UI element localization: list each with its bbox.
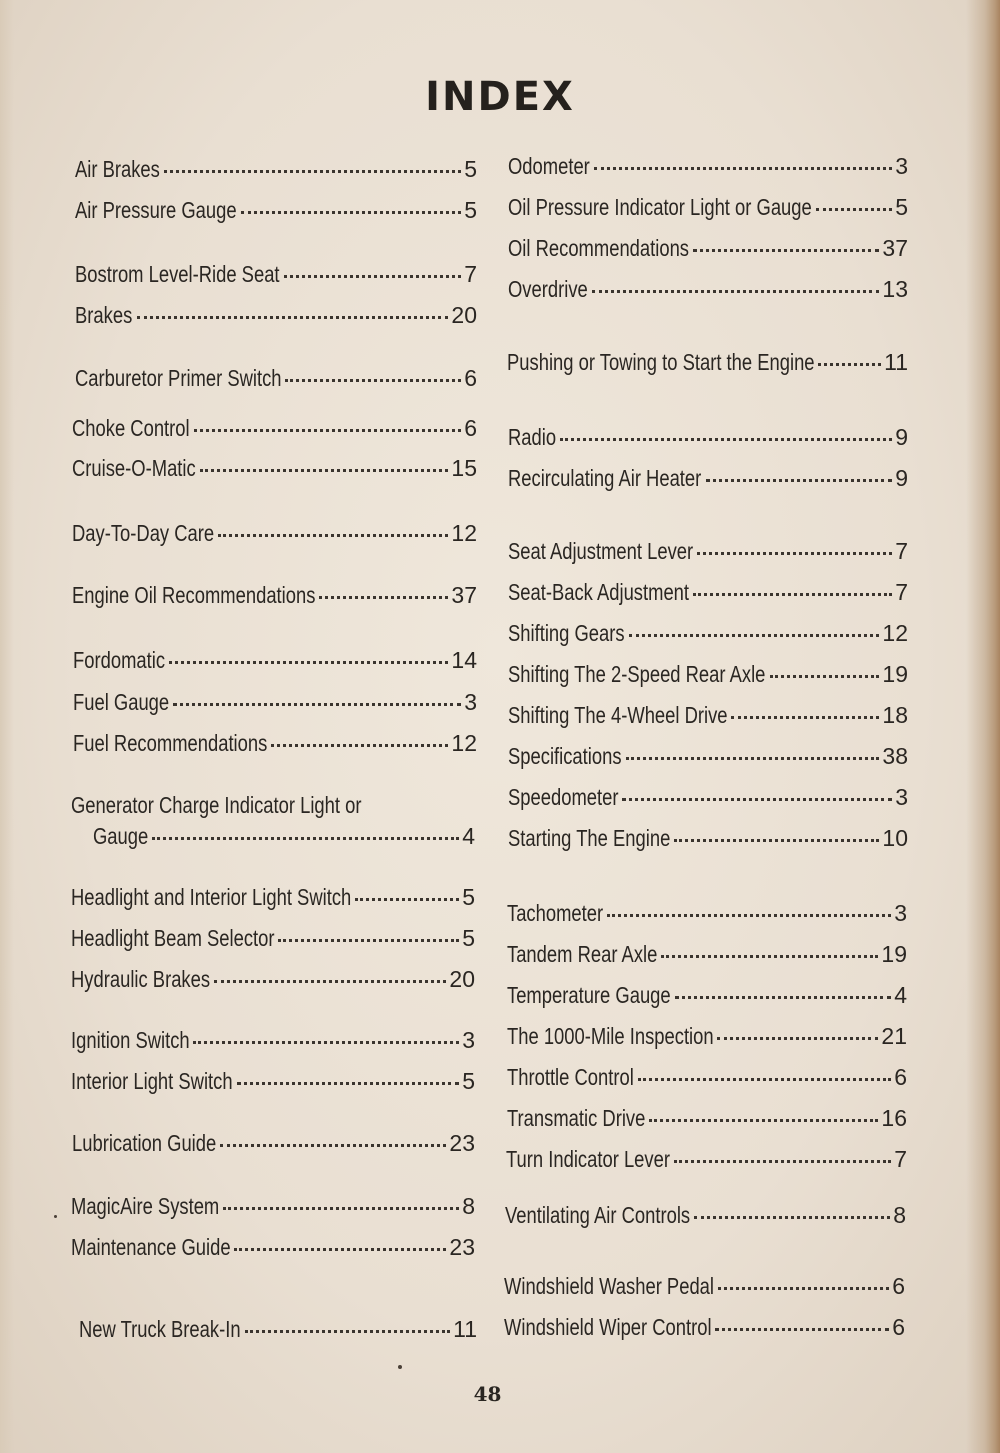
index-entry: [75, 196, 477, 224]
dot-leader: [223, 1207, 459, 1210]
index-entry-label: Engine Oil Recommendations: [72, 582, 316, 608]
index-entry-label: Headlight and Interior Light Switch: [71, 884, 352, 910]
index-entry: [508, 701, 908, 729]
index-entry: [72, 1129, 475, 1157]
index-entry: [504, 1272, 905, 1300]
index-entry: [75, 364, 477, 392]
index-entry: [75, 301, 477, 329]
index-entry: [504, 1313, 905, 1341]
index-entry-label: Interior Light Switch: [71, 1068, 233, 1094]
dot-leader: [694, 1216, 890, 1219]
index-entry-label: MagicAire System: [71, 1193, 220, 1219]
dot-leader: [816, 208, 892, 211]
index-entry-label: Pushing or Towing to Start the Engine: [507, 349, 815, 375]
index-entry-page: 5: [464, 197, 477, 223]
index-entry-label: Windshield Wiper Control: [504, 1314, 712, 1340]
index-entry-label: Transmatic Drive: [507, 1105, 646, 1131]
index-entry-label: Gauge: [93, 823, 149, 849]
index-entry-label: Seat Adjustment Lever: [508, 538, 694, 564]
dot-leader: [194, 429, 462, 432]
index-entry: [507, 348, 908, 376]
dot-leader: [693, 593, 892, 596]
dot-leader: [718, 1287, 889, 1290]
index-entry-page: 4: [462, 823, 475, 849]
index-entry-label: Fordomatic: [73, 647, 166, 673]
index-entry-label: Turn Indicator Lever: [506, 1146, 670, 1172]
dot-leader: [284, 275, 461, 278]
index-entry: [508, 464, 908, 492]
dot-leader: [649, 1119, 878, 1122]
index-entry-page: 5: [462, 925, 475, 951]
index-entry-label: Fuel Recommendations: [73, 730, 268, 756]
index-entry-label: Bostrom Level-Ride Seat: [75, 261, 280, 287]
index-entry-label: Air Pressure Gauge: [75, 197, 237, 223]
dot-leader: [697, 552, 892, 555]
dot-leader: [629, 634, 880, 637]
dot-leader: [164, 170, 461, 173]
index-entry-label: Radio: [508, 424, 557, 450]
dot-leader: [661, 955, 878, 958]
index-entry-page: 9: [895, 424, 908, 450]
dot-leader: [218, 534, 448, 537]
index-entry-page: 3: [894, 900, 907, 926]
dot-leader: [234, 1248, 446, 1251]
index-entry-page: 7: [895, 579, 908, 605]
index-entry-page: 21: [881, 1023, 907, 1049]
index-entry-page: 15: [451, 455, 477, 481]
dot-leader: [717, 1037, 878, 1040]
index-entry: [71, 883, 475, 911]
index-entry-page: 8: [462, 1193, 475, 1219]
dot-leader: [607, 914, 891, 917]
index-entry-page: 37: [451, 582, 477, 608]
index-entry-page: 3: [895, 784, 908, 810]
dot-leader: [818, 363, 881, 366]
dot-leader: [214, 980, 446, 983]
index-entry-label: Cruise-O-Matic: [72, 455, 196, 481]
index-entry-label: Air Brakes: [75, 156, 160, 182]
page-title: INDEX: [425, 74, 575, 120]
index-entry: [72, 454, 477, 482]
index-entry-page: 13: [882, 276, 908, 302]
index-entry-label: Temperature Gauge: [507, 982, 671, 1008]
index-entry: [71, 924, 475, 952]
index-entry: [508, 275, 908, 303]
index-entry-page: 37: [882, 235, 908, 261]
index-entry-page: 8: [893, 1202, 906, 1228]
dot-leader: [220, 1144, 446, 1147]
index-entry-label: Maintenance Guide: [71, 1234, 231, 1260]
index-entry-page: 5: [462, 1068, 475, 1094]
dot-leader: [674, 839, 879, 842]
index-entry: [507, 1063, 907, 1091]
dot-leader: [594, 167, 893, 170]
index-entry-page: 6: [464, 365, 477, 391]
index-entry: [508, 824, 908, 852]
index-entry-label: Starting The Engine: [508, 825, 671, 851]
index-entry: [72, 581, 477, 609]
index-entry: [508, 193, 908, 221]
index-entry-page: 10: [882, 825, 908, 851]
dot-leader: [355, 898, 459, 901]
index-entry: [507, 899, 907, 927]
index-entry-label: Shifting Gears: [508, 620, 625, 646]
index-entry-page: 14: [451, 647, 477, 673]
index-entry-page: 16: [881, 1105, 907, 1131]
page-left-edge: [0, 0, 14, 1453]
dot-leader: [241, 211, 462, 214]
dot-leader: [319, 596, 448, 599]
index-entry: [71, 1067, 475, 1095]
dot-leader: [770, 675, 880, 678]
dot-leader: [560, 438, 892, 441]
dot-leader: [152, 837, 459, 840]
index-entry-label: Odometer: [508, 153, 590, 179]
index-entry-page: 23: [449, 1130, 475, 1156]
dot-leader: [706, 479, 893, 482]
index-entry-page: 19: [882, 661, 908, 687]
index-entry: [508, 234, 908, 262]
index-entry-label: Oil Recommendations: [508, 235, 690, 261]
dot-leader: [674, 1160, 891, 1163]
index-entry-label: Ignition Switch: [71, 1027, 190, 1053]
index-entry: [71, 1192, 475, 1220]
index-entry: [507, 1104, 907, 1132]
index-entry-page: 6: [464, 415, 477, 441]
index-entry: [508, 423, 908, 451]
index-entry: [508, 783, 908, 811]
index-entry-label: Headlight Beam Selector: [71, 925, 275, 951]
index-entry-page: 12: [882, 620, 908, 646]
index-entry: [508, 537, 908, 565]
dot-leader: [638, 1078, 891, 1081]
index-entry: [71, 1233, 475, 1261]
dot-leader: [271, 744, 448, 747]
index-entry: [72, 414, 477, 442]
index-entry-label: Overdrive: [508, 276, 588, 302]
index-entry: [75, 155, 477, 183]
index-entry-label: Oil Pressure Indicator Light or Gauge: [508, 194, 812, 220]
dot-leader: [715, 1328, 889, 1331]
index-entry-label: Throttle Control: [507, 1064, 634, 1090]
index-entry: [508, 578, 908, 606]
index-entry-page: 20: [451, 302, 477, 328]
index-entry-generator-charge-indicator-light-or-line1: Generator Charge Indicator Light or: [71, 792, 362, 818]
index-entry-page: 11: [884, 349, 908, 375]
index-entry-page: 12: [451, 730, 477, 756]
ink-speck: [398, 1365, 402, 1369]
index-entry: [71, 965, 475, 993]
index-entry-label: Speedometer: [508, 784, 619, 810]
index-entry-label: Choke Control: [72, 415, 190, 441]
index-entry: [93, 822, 475, 850]
index-entry-label: Brakes: [75, 302, 133, 328]
index-entry-page: 3: [895, 153, 908, 179]
index-entry: [73, 688, 477, 716]
index-entry-label: Tandem Rear Axle: [507, 941, 658, 967]
index-entry-page: 3: [462, 1027, 475, 1053]
dot-leader: [237, 1082, 460, 1085]
dot-leader: [675, 996, 891, 999]
index-entry: [507, 940, 907, 968]
index-entry: [71, 1026, 475, 1054]
dot-leader: [693, 249, 880, 252]
dot-leader: [626, 757, 880, 760]
index-entry-page: 6: [892, 1273, 905, 1299]
index-entry-page: 23: [449, 1234, 475, 1260]
index-entry: [73, 729, 477, 757]
index-entry-page: 19: [881, 941, 907, 967]
dot-leader: [278, 939, 459, 942]
index-entry: [508, 619, 908, 647]
index-entry-page: 5: [464, 156, 477, 182]
index-entry-page: 12: [451, 520, 477, 546]
dot-leader: [622, 798, 892, 801]
index-entry-label: Lubrication Guide: [72, 1130, 217, 1156]
index-entry-label: Carburetor Primer Switch: [75, 365, 282, 391]
index-entry-label: Recirculating Air Heater: [508, 465, 702, 491]
page-number: 48: [473, 1382, 502, 1406]
index-entry-page: 7: [895, 538, 908, 564]
dot-leader: [731, 716, 879, 719]
dot-leader: [592, 290, 879, 293]
index-entry-label: The 1000-Mile Inspection: [507, 1023, 714, 1049]
index-entry-label: Seat-Back Adjustment: [508, 579, 690, 605]
ink-speck: [54, 1215, 57, 1218]
index-entry: [508, 742, 908, 770]
index-entry: [72, 519, 477, 547]
index-entry: [508, 660, 908, 688]
index-entry-label: Ventilating Air Controls: [505, 1202, 691, 1228]
index-entry-label: Windshield Washer Pedal: [504, 1273, 714, 1299]
dot-leader: [245, 1330, 451, 1333]
index-entry-page: 38: [882, 743, 908, 769]
index-entry-page: 18: [882, 702, 908, 728]
page-right-edge: [966, 0, 1000, 1453]
index-entry-page: 9: [895, 465, 908, 491]
index-entry-label: Fuel Gauge: [73, 689, 170, 715]
index-entry-page: 11: [453, 1316, 477, 1342]
index-entry-page: 7: [464, 261, 477, 287]
index-entry-page: 7: [894, 1146, 907, 1172]
index-entry: [75, 260, 477, 288]
dot-leader: [169, 661, 448, 664]
index-entry-label: New Truck Break-In: [79, 1316, 241, 1342]
dot-leader: [200, 469, 448, 472]
index-entry: [507, 1022, 907, 1050]
index-entry-label: Specifications: [508, 743, 622, 769]
dot-leader: [137, 316, 449, 319]
index-entry-label: Shifting The 2-Speed Rear Axle: [508, 661, 766, 687]
dot-leader: [193, 1041, 459, 1044]
index-entry-page: 20: [449, 966, 475, 992]
index-entry-label: Day-To-Day Care: [72, 520, 215, 546]
index-entry: [507, 981, 907, 1009]
index-entry-page: 5: [895, 194, 908, 220]
dot-leader: [285, 379, 461, 382]
index-entry-label: Tachometer: [507, 900, 604, 926]
index-entry: [506, 1145, 907, 1173]
index-entry-page: 6: [892, 1314, 905, 1340]
index-entry-label: Shifting The 4-Wheel Drive: [508, 702, 728, 728]
index-entry: [79, 1315, 477, 1343]
index-entry-page: 6: [894, 1064, 907, 1090]
index-entry-page: 5: [462, 884, 475, 910]
index-entry-page: 4: [894, 982, 907, 1008]
index-entry-label: Hydraulic Brakes: [71, 966, 211, 992]
index-entry: [505, 1201, 906, 1229]
index-entry-page: 3: [464, 689, 477, 715]
index-entry: [73, 646, 477, 674]
index-entry: [508, 152, 908, 180]
dot-leader: [173, 703, 461, 706]
